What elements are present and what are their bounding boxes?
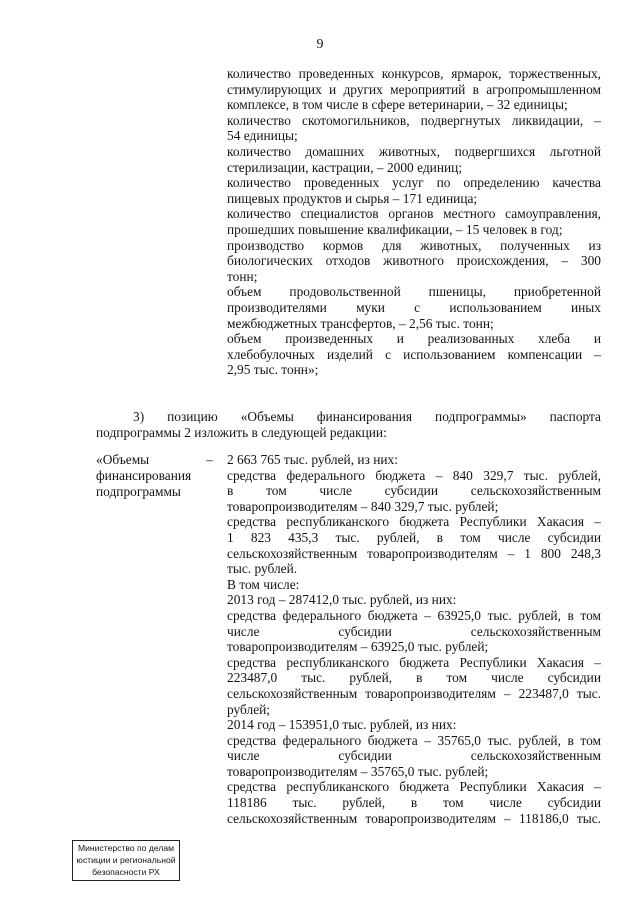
- passport-line: товаропроизводителям – 35765,0 тыс. рублей;: [227, 763, 489, 779]
- list-item-line: биологических отходов животного происхождения, – 300: [227, 253, 601, 269]
- ministry-stamp: [72, 840, 180, 881]
- passport-line: 2013 год – 287412,0 тыс. рублей, из них:: [227, 592, 457, 608]
- list-item-line: количество скотомогильников, подвергнутых ликвидации, –: [227, 112, 601, 128]
- stamp-line: Министерство по делам: [77, 843, 175, 853]
- list-item-line: комплексе, в том числе в сфере ветеринарии, – 32 единицы;: [227, 97, 568, 113]
- passport-line: 2 663 765 тыс. рублей, из них:: [227, 452, 398, 467]
- list-item-line: производителями муки с использованием иных: [227, 299, 601, 315]
- passport-label-line: «Объемы: [96, 452, 150, 467]
- passport-label-line: подпрограммы: [96, 484, 181, 499]
- amendment-paragraph: [96, 409, 601, 440]
- passport-line: 2014 год – 153951,0 тыс. рублей, из них:: [227, 717, 457, 733]
- passport-line: 223487,0 тыс. рублей, в том числе субсидии: [227, 670, 601, 686]
- passport-line: средства республиканского бюджета Республики Хакасия –: [227, 779, 601, 795]
- amendment-line: подпрограммы 2 изложить в следующей редакции:: [96, 424, 387, 440]
- passport-line: сельскохозяйственным товаропроизводителям – 118186,0 тыс.: [227, 810, 601, 826]
- indicators-list: [227, 66, 601, 378]
- list-item: [227, 113, 601, 144]
- passport-line: средства республиканского бюджета Республики Хакасия –: [227, 514, 601, 530]
- list-item: [227, 238, 601, 285]
- list-item-line: количество домашних животных, подвергшихся льготной: [227, 143, 601, 159]
- list-item-line: хлебобулочных изделий с использованием компенсации –: [227, 346, 601, 362]
- list-item-line: количество проведенных конкурсов, ярмарок, торжественных,: [227, 66, 601, 81]
- list-item-line: объем продовольственной пшеницы, приобретенной: [227, 284, 601, 300]
- list-item-line: объем произведенных и реализованных хлеба и: [227, 331, 601, 347]
- stamp-line: юстиции и региональной: [76, 855, 176, 865]
- list-item-line: тонн;: [227, 268, 258, 284]
- passport-line: средства федерального бюджета – 35765,0 тыс. рублей, в том: [227, 732, 601, 748]
- list-item: [227, 144, 601, 175]
- passport-line: 118186 тыс. рублей, в том числе субсидии: [227, 795, 601, 811]
- list-item: [227, 206, 601, 237]
- list-item-line: прошедших повышение квалификации, – 15 человек в год;: [227, 221, 563, 237]
- amendment-line: 3) позицию «Объемы финансирования подпрограммы» паспорта: [133, 409, 601, 424]
- passport-line: В том числе:: [227, 576, 300, 592]
- list-item-line: межбюджетных трансфертов, – 2,56 тыс. тонн;: [227, 315, 494, 331]
- stamp-line: безопасности РХ: [92, 867, 160, 877]
- list-item: [227, 284, 601, 331]
- passport-line: рублей;: [227, 701, 271, 717]
- passport-line: сельскохозяйственным товаропроизводителям – 1 800 248,3: [227, 545, 601, 561]
- passport-line: 1 823 435,3 тыс. рублей, в том числе субсидии: [227, 529, 601, 545]
- list-item-line: количество проведенных услуг по определению качества: [227, 175, 601, 191]
- passport-line: в том числе субсидии сельскохозяйственным: [227, 483, 601, 499]
- list-item-line: стерилизации, кастрации, – 2000 единиц;: [227, 159, 463, 175]
- list-item-line: пищевых продуктов и сырья – 171 единица;: [227, 190, 478, 206]
- passport-line: средства республиканского бюджета Республики Хакасия –: [227, 654, 601, 670]
- passport-line: товаропроизводителям – 840 329,7 тыс. рублей;: [227, 498, 499, 514]
- list-item: [227, 331, 601, 378]
- passport-dash: –: [206, 452, 213, 467]
- passport-line: сельскохозяйственным товаропроизводителям – 223487,0 тыс.: [227, 685, 601, 701]
- passport-line: тыс. рублей.: [227, 561, 298, 577]
- passport-line: средства федерального бюджета – 63925,0 тыс. рублей, в том: [227, 607, 601, 623]
- page-number: 9: [316, 37, 324, 52]
- list-item-line: производство кормов для животных, полученных из: [227, 237, 601, 253]
- passport-label-line: финансирования: [96, 468, 192, 483]
- passport-line: числе субсидии сельскохозяйственным: [227, 748, 601, 764]
- passport-line: числе субсидии сельскохозяйственным: [227, 623, 601, 639]
- passport-funding-text: [227, 452, 601, 826]
- list-item: [227, 66, 601, 113]
- list-item: [227, 175, 601, 206]
- passport-line: средства федерального бюджета – 840 329,7 тыс. рублей,: [227, 467, 601, 483]
- list-item-line: количество специалистов органов местного самоуправления,: [227, 206, 601, 222]
- passport-label: [96, 452, 191, 500]
- list-item-line: 54 единицы;: [227, 128, 298, 144]
- list-item-line: 2,95 тыс. тонн»;: [227, 362, 319, 378]
- passport-line: товаропроизводителям – 63925,0 тыс. рублей;: [227, 639, 489, 655]
- list-item-line: стимулирующих и других мероприятий в агропромышленном: [227, 81, 601, 97]
